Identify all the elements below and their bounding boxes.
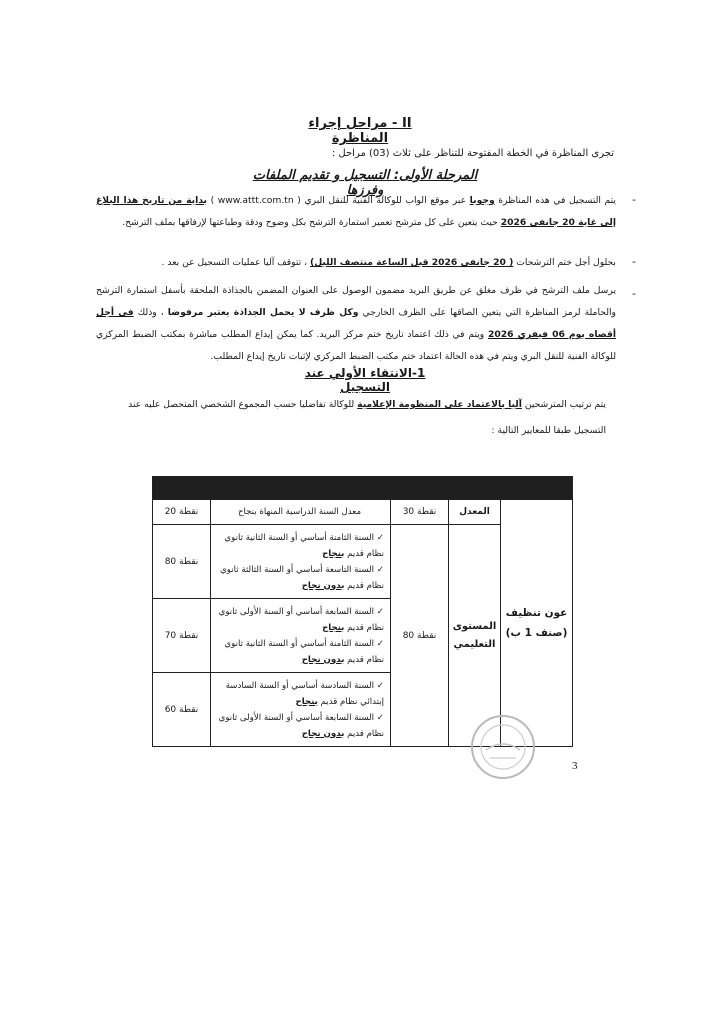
level-score-60: 60 نقطة [153, 673, 211, 747]
paragraph-deadline: بحلول أجل ختم الترشحات ( 20 جانفي 2026 قبل الساعة منتصف الليل) ، تتوقف آليا عمليات التسجيل عن بعد . [161, 257, 616, 268]
selection-paragraph: يتم ترتيب المترشحين آليا بالاعتماد على المنظومة الإعلامية للوكالة تفاضليا حسب المجموع الشخصي المتحصل عليه عند التسجيل طبقا للمعايير التالية : [128, 399, 606, 436]
page-number: 3 [572, 760, 578, 772]
average-criterion: معدل السنة الدراسية المنهاة بنجاح [211, 500, 391, 525]
paragraph-mailing: يرسل ملف الترشح في ظرف مغلق عن طريق البريد مضمون الوصول على العنوان المضمن بالجذاذة الملحقة بأسفل استمارة الترشح والحاملة لرمز المناظرة التي يتعين الصاقها على الظرف الخارجي وكل ظرف لا يحمل الجذاذة يعتبر مرفوضا ، وذلك في أجل أقصاه يوم 06 فيفري 2026 ويتم في ذلك اعتماد تاريخ ختم مركز البريد. كما يمكن إيداع المطلب مباشرة بمكتب الضبط المركزي للوكالة الفنية للنقل البري ويتم في هذه الحالة اعتماد ختم مكتب الضبط المركزي لإثبات تاريخ إيداع المطلب. [96, 285, 616, 362]
paragraph-registration: يتم التسجيل في هذه المناظرة وجوبا عبر موقع الواب للوكالة الفنية للنقل البري ( www.attt.com.tn ) بداية من تاريخ هذا البلاغ إلى غاية 20 جانفي 2026 حيث يتعين على كل مترشح تعمير استمارة الترشح بكل وضوح ودقة وطباعتها لإرفاقها بملف الترشح. [96, 195, 616, 228]
official-stamp-icon [468, 712, 538, 782]
level-criteria-2 [211, 599, 391, 673]
level-criteria-1 [211, 525, 391, 599]
criterion-item: ✓ السنة السابعة أساسي أو السنة الأولى ثانوي نظام قديم بدون نجاح [218, 712, 384, 739]
bullet-dash: - [632, 287, 636, 300]
bullet-dash: - [632, 193, 636, 206]
section-title: II - مراحل إجراء المناظرة [308, 116, 412, 146]
average-label: المعدل [449, 500, 501, 525]
level-criteria-3 [211, 673, 391, 747]
intro-text: تجرى المناظرة في الخطة المفتوحة للتناظر على ثلاث (03) مراحل : [331, 148, 614, 159]
rank-label: عون تنظيف (صنف 1 ب) [501, 500, 573, 747]
table-header-band [153, 477, 573, 500]
criterion-item: ✓ السنة السادسة أساسي أو السنة السادسة إبتدائي نظام قديم بنجاح [225, 680, 384, 707]
level-points: 80 نقطة [391, 525, 449, 747]
level-score-80: 80 نقطة [153, 525, 211, 599]
average-score: 20 نقطة [153, 500, 211, 525]
phase-title: المرحلة الأولى: التسجيل و تقديم الملفات وفرزها [252, 168, 478, 198]
criteria-table [152, 476, 573, 747]
criterion-item: ✓ السنة التاسعة أساسي أو السنة الثالثة ثانوي نظام قديم بدون نجاح [220, 564, 384, 591]
average-points: 30 نقطة [391, 500, 449, 525]
level-label: المستوى التعليمي [449, 525, 501, 747]
criterion-item: ✓ السنة الثامنة أساسي أو السنة الثانية ثانوي نظام قديم بنجاح [224, 532, 384, 559]
level-score-70: 70 نقطة [153, 599, 211, 673]
bullet-dash: - [632, 255, 636, 268]
criterion-item: ✓ السنة السابعة أساسي أو السنة الأولى ثانوي نظام قديم بنجاح [218, 606, 384, 633]
selection-title: 1-الانتقاء الأولي عند التسجيل [304, 366, 426, 394]
criterion-item: ✓ السنة الثامنة أساسي أو السنة الثانية ثانوي نظام قديم بدون نجاح [224, 638, 384, 665]
